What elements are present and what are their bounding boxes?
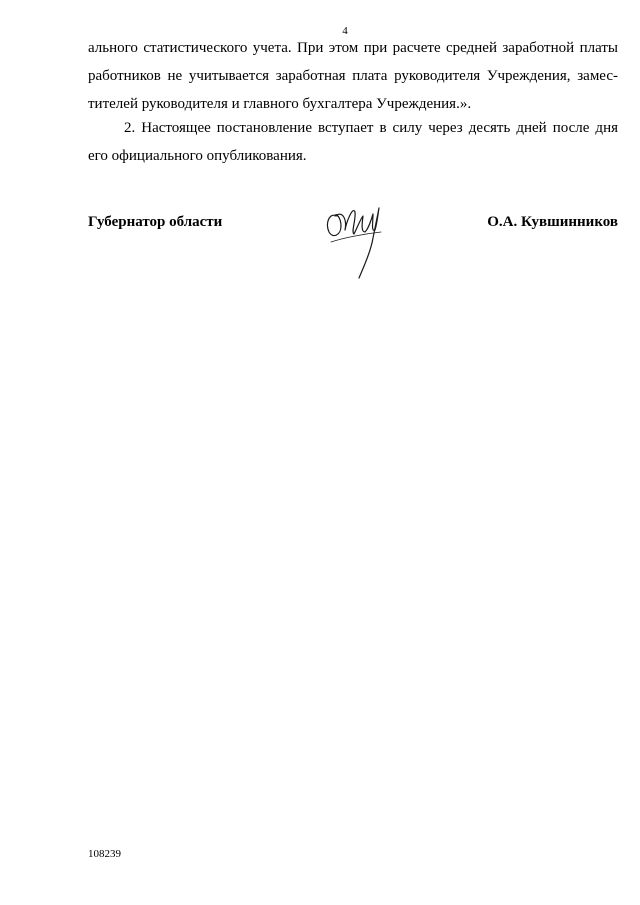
text-line: 2. Настоящее постановление вступает в силу через десять дней после дня — [124, 120, 618, 136]
text-line: тителей руководителя и главного бухгалтера Учреждения.». — [88, 96, 472, 112]
text-line: ального статистического учета. При этом при расчете средней заработной платы — [88, 40, 618, 56]
paragraph-2 — [88, 114, 618, 170]
document-code: 108239 — [88, 848, 121, 860]
signatory-title: Губернатор области — [88, 214, 223, 230]
text-line: работников не учитывается заработная плата руководителя Учреждения, замес- — [88, 68, 618, 84]
page-number: 4 — [342, 25, 348, 37]
text-line: его официального опубликования. — [88, 148, 307, 164]
paragraph-continuation — [88, 34, 618, 118]
signature-block — [88, 212, 618, 292]
handwritten-signature — [323, 202, 393, 282]
signatory-name: О.А. Кувшинников — [487, 214, 618, 230]
